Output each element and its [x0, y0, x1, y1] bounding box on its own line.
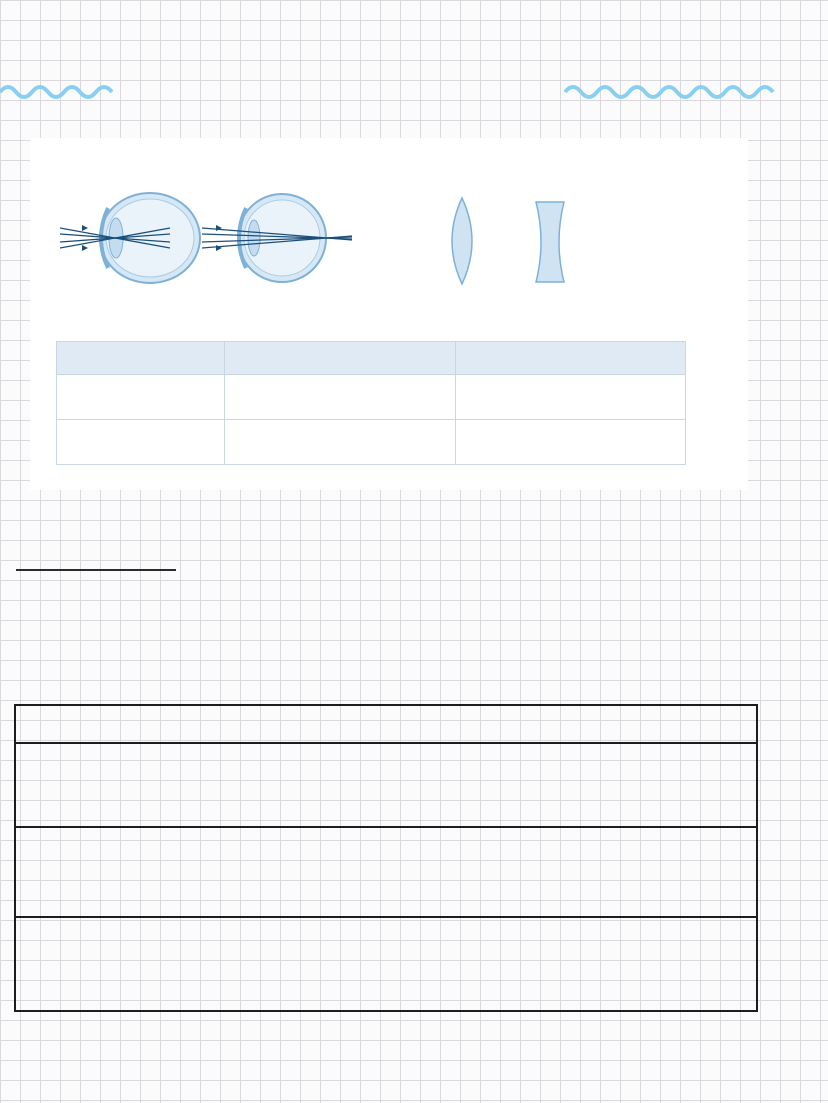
- answer-myopia-lens: [455, 375, 686, 420]
- eye-b-diagram: [202, 188, 362, 288]
- table-header-row: [57, 342, 686, 375]
- tf-row-2: [16, 744, 756, 828]
- title-wave-decoration: [0, 52, 790, 122]
- answer-hyperopia-eye: [225, 420, 456, 465]
- tf-row-4: [16, 918, 756, 1010]
- converging-lens-icon: [442, 196, 482, 286]
- answer-hyperopia-lens: [455, 420, 686, 465]
- page-title-banner: [0, 52, 790, 122]
- table-row: [57, 375, 686, 420]
- answer-myopia-eye: [225, 375, 456, 420]
- vision-defects-table: [56, 341, 686, 465]
- col-header-defect: [57, 342, 225, 375]
- floral-border-top: [0, 0, 828, 40]
- col-header-eye: [225, 342, 456, 375]
- eye-a-diagram: [60, 188, 210, 288]
- tf-row-1: [16, 706, 756, 744]
- tf-row-3: [16, 828, 756, 918]
- table-row: [57, 420, 686, 465]
- diverging-lens-icon: [530, 200, 570, 284]
- col-header-lens: [455, 342, 686, 375]
- row-label-myopia: [57, 375, 225, 420]
- heading-underline: [16, 569, 176, 571]
- row-label-hyperopia: [57, 420, 225, 465]
- floral-border-right: [770, 0, 828, 1103]
- textbook-figure: [30, 138, 748, 490]
- true-false-box: [14, 704, 758, 1012]
